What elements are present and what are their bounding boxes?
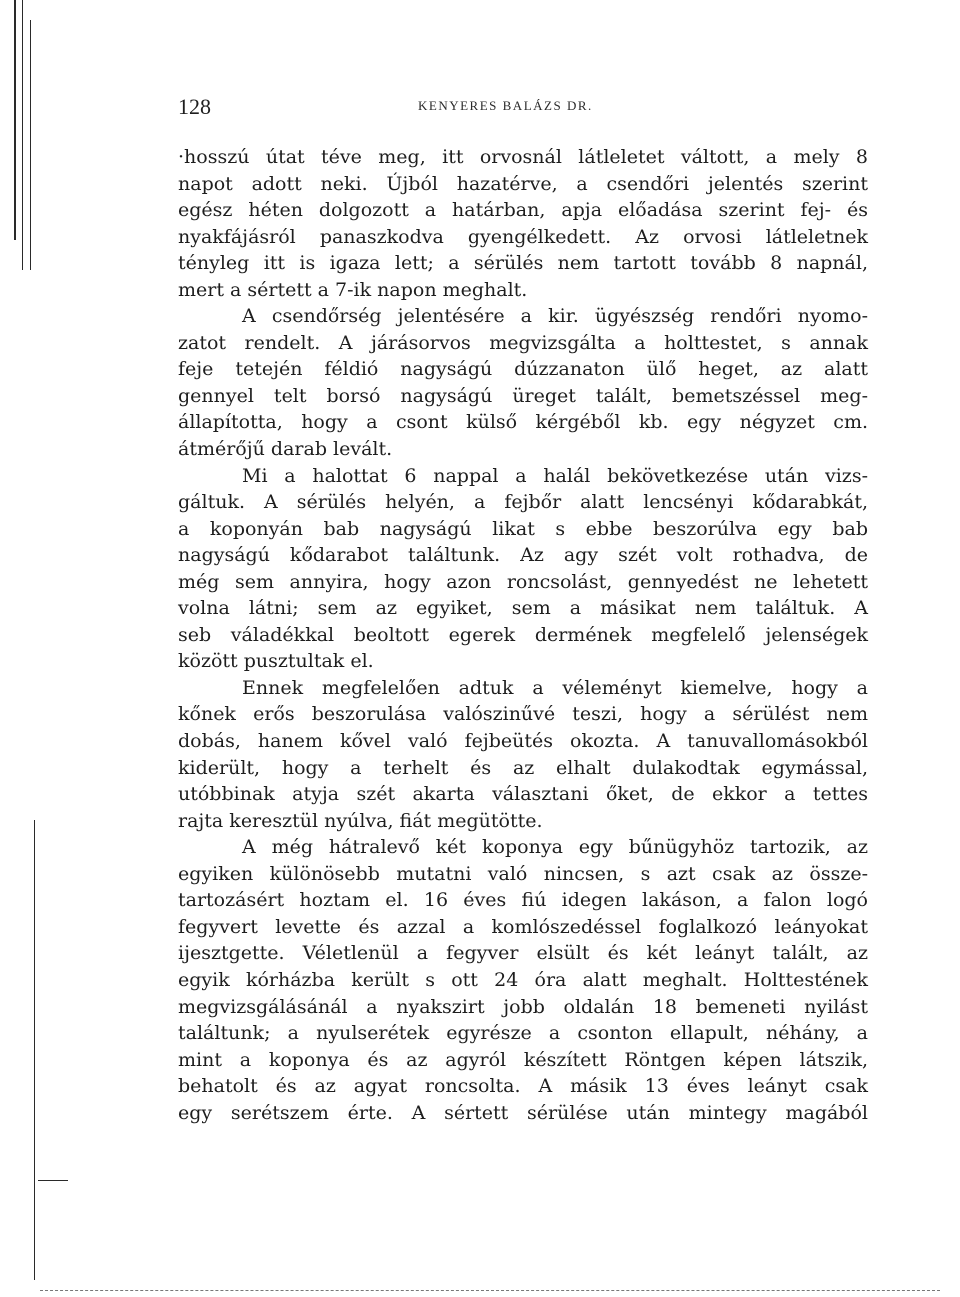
text-line: fegyvert levette és azzal a komlószedéssel foglalkozó leányokat bbox=[178, 915, 868, 938]
scan-edge-line bbox=[38, 1180, 68, 1181]
scan-edge-line bbox=[34, 820, 35, 1280]
text-line: behatolt és az agyat roncsolta. A másik 13 éves leányt csak bbox=[178, 1075, 868, 1098]
text-line: ijesztgette. Véletlenül a fegyver elsült és két leányt talált, az bbox=[178, 942, 868, 965]
text-line: állapította, hogy a csont külső kérgéből kb. egy négyzet cm. bbox=[178, 411, 868, 434]
text-line: gáltuk. A sérülés helyén, a fejbőr alatt lencsényi kődarabkát, bbox=[178, 491, 868, 514]
text-line: tényleg itt is igaza lett; a sérülés nem tartott tovább 8 napnál, bbox=[178, 252, 868, 275]
text-line: mint a koponya és az agyról készített Röntgen képen látszik, bbox=[178, 1048, 868, 1071]
text-line: A még hátralevő két koponya egy bűnügyhöz tartozik, az bbox=[242, 836, 868, 859]
running-head: KENYERES BALÁZS DR. bbox=[418, 98, 593, 113]
text-line: dobás, hanem kővel való fejbeütés okozta. A tanuvallomásokból bbox=[178, 730, 868, 753]
text-line: rajta keresztül nyúlva, fiát megütötte. bbox=[178, 809, 543, 832]
text-line: egyiken különösebb mutatni való nincsen, s azt csak az össze- bbox=[178, 862, 868, 885]
text-line: mert a sértett a 7-ik napon meghalt. bbox=[178, 278, 528, 301]
text-line: nagyságú kődarabot találtunk. Az agy szét volt rothadva, de bbox=[178, 544, 868, 567]
bottom-rule bbox=[40, 1290, 940, 1291]
text-line: Mi a halottat 6 nappal a halál bekövetkezése után vizs- bbox=[242, 464, 868, 487]
page-header bbox=[178, 94, 868, 124]
scan-edge-line bbox=[30, 20, 31, 270]
text-line: gennyel telt borsó nagyságú üreget talált, bemetszéssel meg- bbox=[178, 384, 868, 407]
text-line: nyakfájásról panaszkodva gyengélkedett. Az orvosi látleletnek bbox=[178, 225, 868, 248]
scan-edge-line bbox=[14, 0, 16, 240]
text-line: utóbbinak atyja szét akarta választani őket, de ekkor a tettes bbox=[178, 783, 868, 806]
text-line: között pusztultak el. bbox=[178, 650, 374, 673]
text-line: napot adott neki. Újból hazatérve, a csendőri jelentés szerint bbox=[178, 172, 868, 195]
text-line: egyik kórházba került s ott 24 óra alatt meghalt. Holttestének bbox=[178, 968, 868, 991]
text-line: egész héten dolgozott a határban, apja előadása szerint fej- és bbox=[178, 199, 868, 222]
text-line: még sem annyira, hogy azon roncsolást, gennyedést ne lehetett bbox=[178, 570, 868, 593]
text-line: találtunk; a nyulserétek egyrésze a csonton ellapult, néhány, a bbox=[178, 1022, 868, 1045]
text-line: volna látni; sem az egyiket, sem a másikat nem találtuk. A bbox=[178, 597, 868, 620]
text-line: ·hosszú útat téve meg, itt orvosnál látleletet váltott, a mely 8 bbox=[178, 146, 868, 168]
text-line: átmérőjű darab levált. bbox=[178, 438, 393, 461]
page-number: 128 bbox=[178, 94, 211, 119]
text-line: kiderült, hogy a terhelt és az elhalt dulakodtak egymással, bbox=[178, 756, 868, 779]
text-line: feje tetején féldió nagyságú dúzzanaton ülő heget, az alatt bbox=[178, 358, 868, 381]
text-line: zatot rendelt. A járásorvos megvizsgálta a holttestet, s annak bbox=[178, 331, 868, 354]
text-line: megvizsgálásánál a nyakszirt jobb oldalán 18 bemeneti nyilást bbox=[178, 995, 868, 1018]
scan-edge-line bbox=[22, 0, 23, 270]
text-line: a koponyán bab nagyságú likat s ebbe beszorúlva egy bab bbox=[178, 517, 868, 540]
text-line: egy serétszem érte. A sértett sérülése után mintegy magából bbox=[178, 1101, 868, 1124]
text-line: Ennek megfelelően adtuk a véleményt kiemelve, hogy a bbox=[242, 676, 868, 699]
body-text bbox=[178, 144, 868, 1126]
text-line: tartozásért hoztam el. 16 éves fiú idegen lakáson, a falon logó bbox=[178, 889, 868, 912]
text-line: A csendőrség jelentésére a kir. ügyészség rendőri nyomo- bbox=[242, 305, 868, 328]
text-line: seb váladékkal beoltott egerek dermének megfelelő jelenségek bbox=[178, 623, 868, 646]
text-line: kőnek erős beszorulása valószinűvé teszi, hogy a sérülést nem bbox=[178, 703, 868, 726]
